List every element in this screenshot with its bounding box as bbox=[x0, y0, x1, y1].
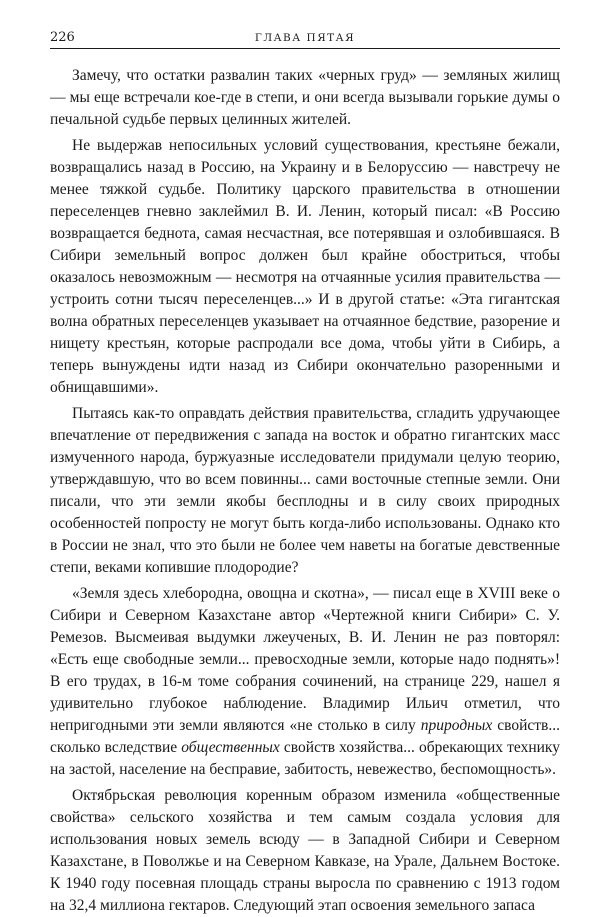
running-head bbox=[50, 30, 560, 49]
chapter-title: ГЛАВА ПЯТАЯ bbox=[254, 32, 356, 44]
page-number: 226 bbox=[50, 30, 75, 45]
paragraph-4-italic-natural: природных bbox=[420, 717, 493, 734]
paragraph-1: Замечу, что остатки развалин таких «черных груд» — земляных жилищ — мы еще встречали кое-где в степи, и они всегда вызывали горькие думы о печальной судьбе первых целинных жителей. bbox=[50, 67, 560, 128]
paragraph-2: Не выдержав непосильных условий существования, крестьяне бежали, возвращались назад в Россию, на Украину и в Белоруссию — навстречу не менее тяжкой судьбе. Политику царского правительства в отношении переселенцев гневно заклеймил В. И. Ленин, который писал: «В Россию возвращается беднота, самая несчастная, все потерявшая и озлобившаяся. В Сибири земельный вопрос должен был крайне обостриться, чтобы оказалось невозможным — несмотря на отчаянные усилия правительства — устроить сотни тысяч переселенцев...» И в другой статье: «Эта гигантская волна обратных переселенцев указывает на отчаянное бедствие, разорение и нищету крестьян, которые распродали все дома, чтобы уйти в Сибирь, а теперь вынуждены идти назад из Сибири окончательно разоренными и обнищавшими». bbox=[50, 137, 560, 396]
paragraph-4-text-middle: свойств... сколько вследствие bbox=[50, 717, 560, 756]
paragraph-4-text-after: свойств хозяйства... обрекающих технику на застой, население на бесправие, забитость, невежество, беспомощность». bbox=[50, 739, 560, 778]
paragraph-4 bbox=[50, 583, 560, 781]
body-text bbox=[50, 65, 560, 917]
paragraph-4-italic-social: общественных bbox=[181, 739, 280, 756]
paragraph-3: Пытаясь как-то оправдать действия правительства, сгладить удручающее впечатление от передвижения с запада на восток и обратно гигантских масс измученного народа, буржуазные исследователи придумали целую теорию, утверждавшую, что во всем повинны... сами восточные степные земли. Они писали, что эти земли якобы бесплодны и в силу своих природных особенностей попросту не могут быть когда-либо использованы. Однако кто в России не знал, что это были не более чем наветы на богатые девственные степи, веками копившие плодородие? bbox=[50, 405, 560, 576]
paragraph-4-text-before: «Земля здесь хлебородна, овощна и скотна», — писал еще в XVIII веке о Сибири и Северном Казахстане автор «Чертежной книги Сибири» С. У. Ремезов. Высмеивая выдумки лжеученых, В. И. Ленин не раз повторял: «Есть еще свободные земли... превосходные земли, которые надо поднять»! В его трудах, в 16-м томе собрания сочинений, на странице 229, нашел я удивительно глубокое наблюдение. Владимир Ильич отметил, что непригодными эти земли являются «не столько в силу bbox=[50, 585, 560, 734]
paragraph-5: Октябрьская революция коренным образом изменила «общественные свойства» сельского хозяйства и тем самым создала условия для использования новых земель всюду — в Западной Сибири и Северном Казахстане, в Поволжье и на Северном Кавказе, на Урале, Дальнем Востоке. К 1940 году посевная площадь страны выросла по сравнению с 1913 годом на 32,4 миллиона гектаров. Следующий этап освоения земельного запаса bbox=[50, 787, 560, 914]
